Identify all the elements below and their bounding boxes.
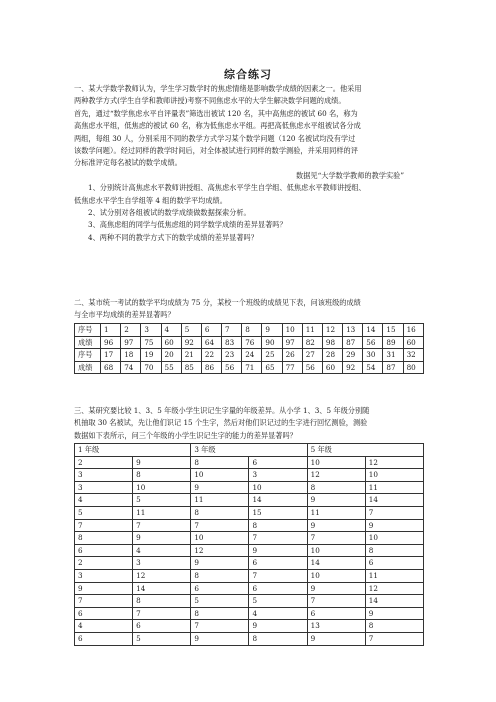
table-cell: 80 <box>403 361 423 374</box>
table-cell: 3 <box>75 481 133 494</box>
table-cell: 7 <box>191 620 249 633</box>
table-cell: 9 <box>307 582 365 595</box>
table-cell: 68 <box>101 361 121 374</box>
text-line: 首先，通过“数学焦虑水平自评量表”筛选出被试 120 名，其中高焦虑的被试 60 名，称为 <box>74 108 358 118</box>
table-row <box>75 632 424 645</box>
table-cell: 7 <box>191 519 249 532</box>
table-row <box>75 469 424 482</box>
table-cell: 7 <box>133 607 191 620</box>
task-item: 1、分别统计高焦虑水平教师讲授组、高焦虑水平学生自学组、低焦虑水平教师讲授组、 <box>88 183 366 193</box>
table-cell: 76 <box>242 336 262 349</box>
table-header-row <box>75 444 424 457</box>
column-header: 1 年级 <box>75 444 191 457</box>
table-cell: 3 <box>75 469 133 482</box>
table-cell: 87 <box>343 336 363 349</box>
text-line: 三、某研究要比较 1、3、5 年级小学生识记生字量的年级差异。从小学 1、3、5 年级分别随 <box>74 406 370 415</box>
table-cell: 3 <box>249 469 307 482</box>
table-cell: 8 <box>191 569 249 582</box>
table-cell: 7 <box>75 519 133 532</box>
table-row <box>75 456 424 469</box>
table-cell: 70 <box>141 361 161 374</box>
table-cell: 11 <box>365 569 423 582</box>
table-cell: 6 <box>365 557 423 570</box>
table-cell: 6 <box>249 456 307 469</box>
table-row <box>75 506 424 519</box>
table-cell: 10 <box>365 469 423 482</box>
table-cell: 11 <box>365 481 423 494</box>
text-line: 二、某市统一考试的数学平均成绩为 75 分，某校一个班级的成绩见下表，问该班级的成绩 <box>74 298 361 307</box>
table-cell: 92 <box>181 336 201 349</box>
text-line: 高焦虑水平组，低焦虑的被试 60 名，称为低焦虑水平组。再把高低焦虑水平组被试各分成 <box>74 121 361 131</box>
table-row <box>75 519 424 532</box>
table-cell: 10 <box>191 532 249 545</box>
table-cell: 5 <box>191 595 249 608</box>
table-cell: 8 <box>75 532 133 545</box>
table-cell: 5 <box>133 494 191 507</box>
table-row <box>75 595 424 608</box>
table-row <box>75 494 424 507</box>
text-line: 一、某大学数学教师认为，学生学习数学时的焦虑情绪是影响数学成绩的因素之一。他采用 <box>74 84 362 93</box>
table-cell: 64 <box>201 336 221 349</box>
table-cell: 3 <box>75 569 133 582</box>
table-cell: 6 <box>249 557 307 570</box>
question-1-text <box>74 83 424 244</box>
row-header-cell: 序号 <box>75 349 101 362</box>
table-cell: 24 <box>242 349 262 362</box>
table-row <box>75 607 424 620</box>
table-cell: 3 <box>133 557 191 570</box>
table-cell: 97 <box>121 336 141 349</box>
table-cell: 5 <box>133 632 191 645</box>
table-cell: 4 <box>161 324 181 337</box>
table-cell: 14 <box>365 595 423 608</box>
table-cell: 8 <box>133 595 191 608</box>
table-cell: 8 <box>365 544 423 557</box>
table-cell: 22 <box>201 349 221 362</box>
table-cell: 13 <box>307 620 365 633</box>
table-cell: 25 <box>262 349 282 362</box>
table-cell: 30 <box>363 349 383 362</box>
task-item: 3、高焦虑组的同学与低焦虑组的同学数学成绩的差异显著吗？ <box>88 220 287 230</box>
table-row <box>75 349 424 362</box>
table-cell: 90 <box>262 336 282 349</box>
table-cell: 21 <box>181 349 201 362</box>
table-cell: 7 <box>307 532 365 545</box>
table-cell: 9 <box>307 519 365 532</box>
table-row <box>75 544 424 557</box>
table-cell: 9 <box>365 519 423 532</box>
question-2-text <box>74 297 424 322</box>
row-header-cell: 成绩 <box>75 336 101 349</box>
table-cell: 12 <box>191 544 249 557</box>
table-cell: 60 <box>403 336 423 349</box>
table-cell: 12 <box>133 569 191 582</box>
text-line: 与全市平均成绩的差异显著吗？ <box>74 310 175 320</box>
table-cell: 5 <box>75 506 133 519</box>
table-cell: 14 <box>249 494 307 507</box>
table-cell: 3 <box>141 324 161 337</box>
table-cell: 10 <box>365 532 423 545</box>
table-cell: 75 <box>141 336 161 349</box>
table-row <box>75 620 424 633</box>
table-cell: 60 <box>161 336 181 349</box>
table-cell: 92 <box>343 361 363 374</box>
table-cell: 8 <box>191 456 249 469</box>
text-line: 分标准评定每名被试的数学成绩。 <box>74 158 182 168</box>
table-cell: 9 <box>133 532 191 545</box>
table-cell: 6 <box>249 582 307 595</box>
table-cell: 8 <box>191 607 249 620</box>
table-row <box>75 569 424 582</box>
table-cell: 87 <box>383 361 403 374</box>
table-cell: 27 <box>302 349 322 362</box>
table-cell: 12 <box>365 582 423 595</box>
table-cell: 11 <box>307 506 365 519</box>
table-cell: 10 <box>282 324 302 337</box>
table-cell: 83 <box>222 336 242 349</box>
table-cell: 1 <box>101 324 121 337</box>
table-cell: 9 <box>191 632 249 645</box>
table-cell: 14 <box>307 557 365 570</box>
table-cell: 74 <box>121 361 141 374</box>
table-cell: 56 <box>363 336 383 349</box>
task-item: 低焦虑水平学生自学组等 4 组的数学平均成绩。 <box>74 195 227 205</box>
table-cell: 6 <box>307 607 365 620</box>
table-cell: 9 <box>262 324 282 337</box>
table-cell: 2 <box>75 456 133 469</box>
table-cell: 4 <box>249 607 307 620</box>
table-cell: 6 <box>75 607 133 620</box>
table-cell: 12 <box>322 324 342 337</box>
text-line: 数据如下表所示，问三个年级的小学生识记生字的能力的差异显著吗？ <box>74 430 297 440</box>
table-cell: 9 <box>133 456 191 469</box>
table-cell: 8 <box>249 632 307 645</box>
table-cell: 16 <box>403 324 423 337</box>
table-cell: 14 <box>133 582 191 595</box>
question-3-text <box>74 405 424 442</box>
table-cell: 8 <box>249 519 307 532</box>
table-cell: 4 <box>75 620 133 633</box>
table-cell: 55 <box>161 361 181 374</box>
text-line: 机抽取 30 名被试，先让他们识记 15 个生字，然后对他们识记过的生字进行回忆测验，测验 <box>74 418 368 428</box>
table-cell: 9 <box>249 620 307 633</box>
table-cell: 9 <box>365 607 423 620</box>
table-cell: 7 <box>365 632 423 645</box>
table-cell: 85 <box>181 361 201 374</box>
table-cell: 5 <box>249 595 307 608</box>
table-cell: 86 <box>201 361 221 374</box>
table-cell: 10 <box>249 481 307 494</box>
table-cell: 77 <box>282 361 302 374</box>
table-cell: 29 <box>343 349 363 362</box>
table-cell: 10 <box>307 456 365 469</box>
table-cell: 2 <box>121 324 141 337</box>
table-cell: 28 <box>322 349 342 362</box>
table-cell: 65 <box>262 361 282 374</box>
page-title: 综合练习 <box>224 68 272 81</box>
table-cell: 10 <box>307 544 365 557</box>
text-line: 两组，每组 30 人，分别采用不同的教学方式学习某个数学问题（120 名被试均没有学过 <box>74 133 356 143</box>
row-header-cell: 成绩 <box>75 361 101 374</box>
table-cell: 9 <box>191 557 249 570</box>
table-row <box>75 336 424 349</box>
table-cell: 6 <box>75 632 133 645</box>
table-cell: 11 <box>191 494 249 507</box>
table-cell: 23 <box>222 349 242 362</box>
table-cell: 17 <box>101 349 121 362</box>
table-cell: 12 <box>365 456 423 469</box>
table-cell: 60 <box>322 361 342 374</box>
table-cell: 8 <box>365 620 423 633</box>
table-cell: 4 <box>133 544 191 557</box>
text-line: 两种教学方式(学生自学和教师讲授)考察不同焦虑水平的大学生解决数学问题的成绩。 <box>74 96 346 106</box>
table-cell: 54 <box>363 361 383 374</box>
task-item: 2、试分别对各组被试的数学成绩做数据探索分析。 <box>88 208 251 218</box>
table-cell: 7 <box>307 595 365 608</box>
table-cell: 89 <box>383 336 403 349</box>
table-cell: 96 <box>101 336 121 349</box>
table-cell: 2 <box>75 557 133 570</box>
table-cell: 10 <box>307 569 365 582</box>
table-row <box>75 481 424 494</box>
table-cell: 9 <box>307 632 365 645</box>
grade-table <box>74 443 424 646</box>
table-cell: 8 <box>133 469 191 482</box>
table-cell: 9 <box>75 582 133 595</box>
text-line: 该数学问题）。经过同样的教学时间后，对全体被试进行同样的数学测验，并采用同样的评 <box>74 146 358 156</box>
table-cell: 31 <box>383 349 403 362</box>
table-cell: 9 <box>307 494 365 507</box>
table-cell: 32 <box>403 349 423 362</box>
table-cell: 56 <box>222 361 242 374</box>
table-cell: 11 <box>302 324 322 337</box>
column-header: 3 年级 <box>191 444 307 457</box>
table-row <box>75 532 424 545</box>
table-row <box>75 361 424 374</box>
table-cell: 20 <box>161 349 181 362</box>
table-cell: 7 <box>222 324 242 337</box>
table-cell: 13 <box>343 324 363 337</box>
table-cell: 97 <box>282 336 302 349</box>
table-cell: 8 <box>307 481 365 494</box>
table-cell: 9 <box>249 544 307 557</box>
table-cell: 10 <box>133 481 191 494</box>
row-header-cell: 序号 <box>75 324 101 337</box>
table-cell: 8 <box>191 506 249 519</box>
table-cell: 18 <box>121 349 141 362</box>
table-cell: 98 <box>322 336 342 349</box>
table-cell: 7 <box>249 532 307 545</box>
score-table <box>74 323 424 374</box>
table-cell: 14 <box>363 324 383 337</box>
table-cell: 26 <box>282 349 302 362</box>
table-cell: 5 <box>181 324 201 337</box>
table-cell: 7 <box>75 595 133 608</box>
table-cell: 4 <box>75 494 133 507</box>
table-cell: 82 <box>302 336 322 349</box>
table-cell: 7 <box>133 519 191 532</box>
table-cell: 9 <box>191 481 249 494</box>
table-cell: 15 <box>249 506 307 519</box>
table-cell: 8 <box>242 324 262 337</box>
table-cell: 10 <box>191 469 249 482</box>
column-header: 5 年级 <box>307 444 423 457</box>
table-cell: 12 <box>307 469 365 482</box>
table-cell: 6 <box>191 582 249 595</box>
table-cell: 7 <box>249 569 307 582</box>
table-cell: 19 <box>141 349 161 362</box>
table-cell: 11 <box>133 506 191 519</box>
task-item: 4、两种不同的教学方式下的数学成绩的差异显著吗？ <box>88 232 258 242</box>
table-row <box>75 557 424 570</box>
table-cell: 56 <box>302 361 322 374</box>
data-reference: 数据见“大学数学教师的教学实验” <box>296 170 404 180</box>
table-row <box>75 324 424 337</box>
table-cell: 7 <box>365 506 423 519</box>
table-cell: 6 <box>133 620 191 633</box>
table-cell: 6 <box>201 324 221 337</box>
table-cell: 15 <box>383 324 403 337</box>
table-cell: 14 <box>365 494 423 507</box>
table-cell: 6 <box>75 544 133 557</box>
table-cell: 71 <box>242 361 262 374</box>
table-row <box>75 582 424 595</box>
